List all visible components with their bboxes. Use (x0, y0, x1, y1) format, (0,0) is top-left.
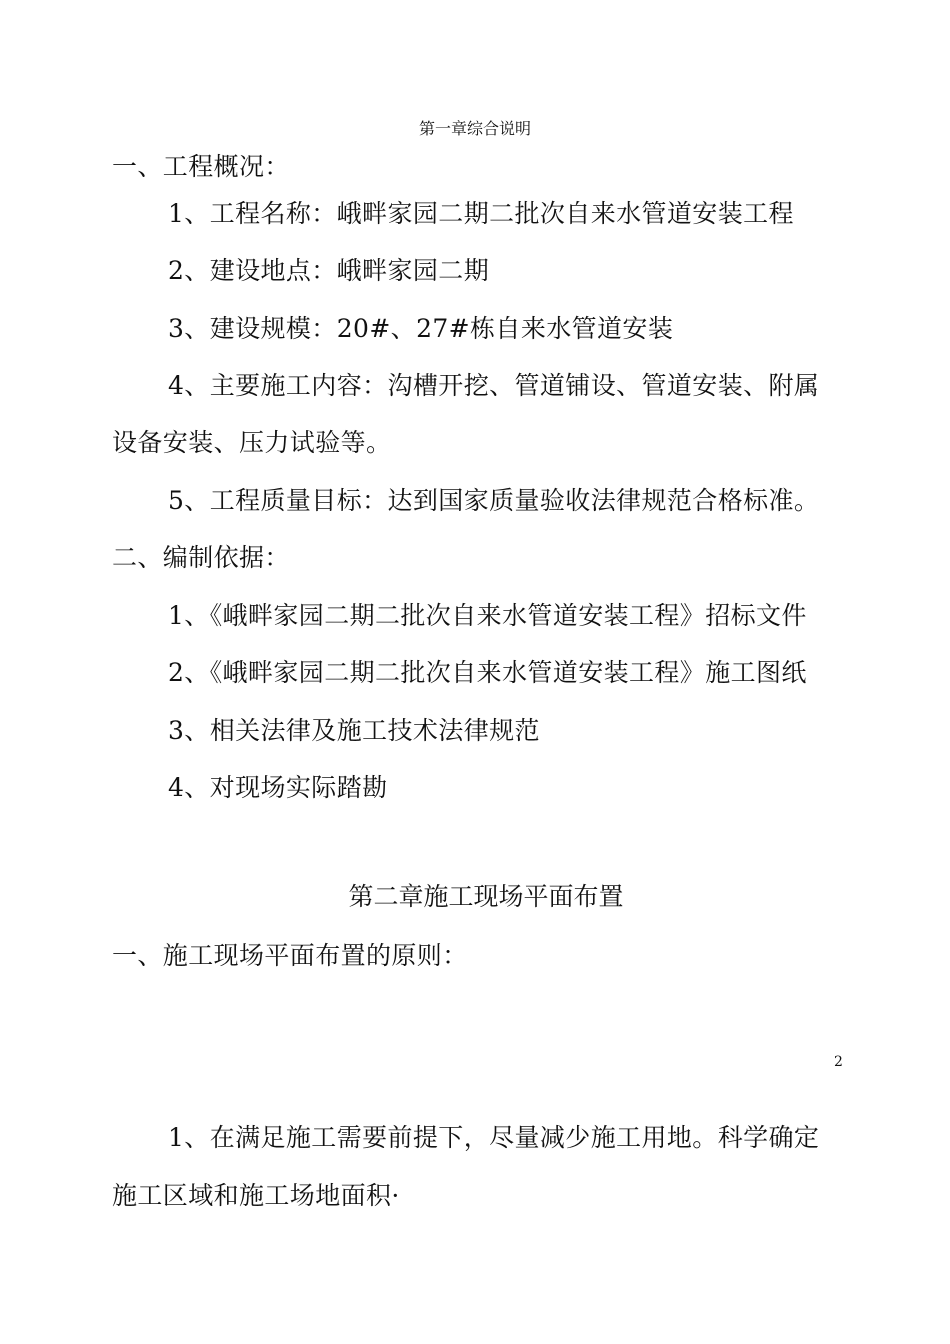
chapter-1-title: 第一章综合说明 (418, 119, 531, 138)
basis-item-laws-and-standards: 3、相关法律及施工技术法律规范 (168, 716, 540, 745)
chapter-2-title: 第二章施工现场平面布置 (348, 882, 624, 911)
main-construction-content-continued: 设备安装、压力试验等。 (112, 428, 392, 457)
section-heading-project-overview: 一、工程概况： (112, 152, 290, 181)
construction-location-item: 2、建设地点：峨畔家园二期 (168, 256, 490, 285)
basis-item-site-survey: 4、对现场实际踏勘 (168, 773, 388, 802)
construction-scale-item: 3、建设规模：20#、27#栋自来水管道安装 (168, 314, 674, 343)
principle-paragraph-line-2: 施工区域和施工场地面积· (112, 1181, 400, 1210)
basis-item-construction-drawings: 2、《峨畔家园二期二批次自来水管道安装工程》施工图纸 (168, 658, 807, 687)
quality-target-item: 5、工程质量目标：达到国家质量验收法律规范合格标准。 (168, 486, 820, 515)
section-heading-layout-principles: 一、施工现场平面布置的原则： (112, 941, 468, 970)
section-heading-compilation-basis: 二、编制依据： (112, 543, 290, 572)
page-number: 2 (834, 1054, 843, 1070)
project-name-item: 1、工程名称：峨畔家园二期二批次自来水管道安装工程 (168, 199, 794, 228)
basis-item-tender-document: 1、《峨畔家园二期二批次自来水管道安装工程》招标文件 (168, 601, 807, 630)
principle-paragraph-line-1: 1、在满足施工需要前提下，尽量减少施工用地。科学确定 (168, 1123, 820, 1152)
main-construction-content-item: 4、主要施工内容：沟槽开挖、管道铺设、管道安装、附属 (168, 371, 820, 400)
